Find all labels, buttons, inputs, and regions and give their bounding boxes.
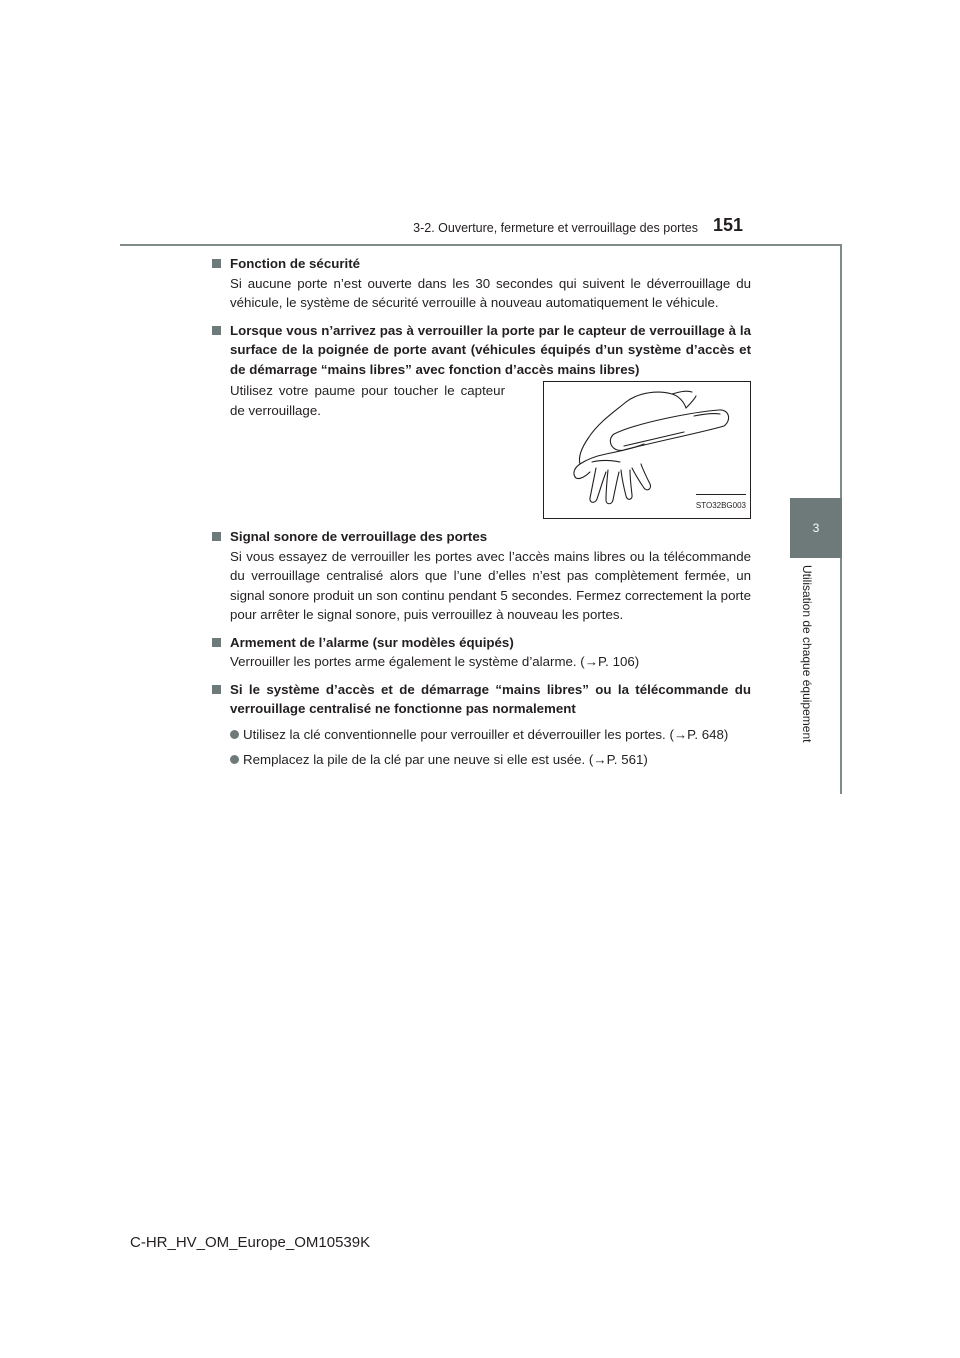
section-heading: Armement de l’alarme (sur modèles équipés) (210, 633, 751, 653)
list-item-text: Utilisez la clé conventionnelle pour verrouiller et déverrouiller les portes. (→P. 648) (243, 726, 729, 742)
header-section-title: 3-2. Ouverture, fermeture et verrouillage des portes (413, 221, 698, 235)
figure-code: STO32BG003 (696, 494, 746, 516)
bullet-icon (230, 730, 239, 739)
page-number: 151 (713, 215, 744, 235)
section-lock-buzzer (210, 527, 751, 625)
list-item (210, 725, 751, 745)
section-heading: Signal sonore de verrouillage des portes (210, 527, 751, 547)
chapter-tab: 3 (790, 498, 842, 558)
page-content (210, 254, 751, 778)
section-text: Utilisez votre paume pour toucher le capteur de verrouillage. (230, 383, 505, 418)
document-code: C-HR_HV_OM_Europe_OM10539K (130, 1234, 371, 1251)
section-lock-sensor (210, 321, 751, 520)
section-security-function (210, 254, 751, 313)
section-text: Verrouiller les portes arme également le système d’alarme. (→P. 106) (230, 654, 640, 669)
section-alarm-arming (210, 633, 751, 672)
chapter-title: Utilisation de chaque équipement (800, 565, 814, 743)
hand-on-door-handle-illustration (543, 381, 751, 519)
text-with-figure (210, 381, 751, 519)
header-divider (120, 244, 841, 246)
section-malfunction (210, 680, 751, 770)
section-heading: Si le système d’accès et de démarrage “mains libres” ou la télécommande du verrouillage centralisé ne fonctionne pas normalement (210, 680, 751, 719)
list-item (210, 750, 751, 770)
bullet-icon (230, 755, 239, 764)
section-text: Si vous essayez de verrouiller les portes avec l’accès mains libres ou la télécommande du verrouillage centralisé alors que l’une d’elles n’est pas complètement fermée, un signal sonore produit un son continu pendant 5 secondes. Fermez correctement la porte pour arrêter le signal sonore, puis verrouillez à nouveau les portes. (230, 548, 751, 622)
section-heading: Lorsque vous n’arrivez pas à verrouiller la porte par le capteur de verrouillage à la surface de la poignée de porte avant (véhicules équipés d’un système d’accès et de démarrage “mains libres” avec fonction d’accès mains libres) (210, 321, 751, 380)
section-heading: Fonction de sécurité (210, 254, 751, 274)
list-item-text: Remplacez la pile de la clé par une neuve si elle est usée. (→P. 561) (243, 752, 648, 767)
section-text: Si aucune porte n’est ouverte dans les 30 secondes qui suivent le déverrouillage du véhicule, le système de sécurité verrouille à nouveau automatiquement le véhicule. (230, 275, 751, 310)
